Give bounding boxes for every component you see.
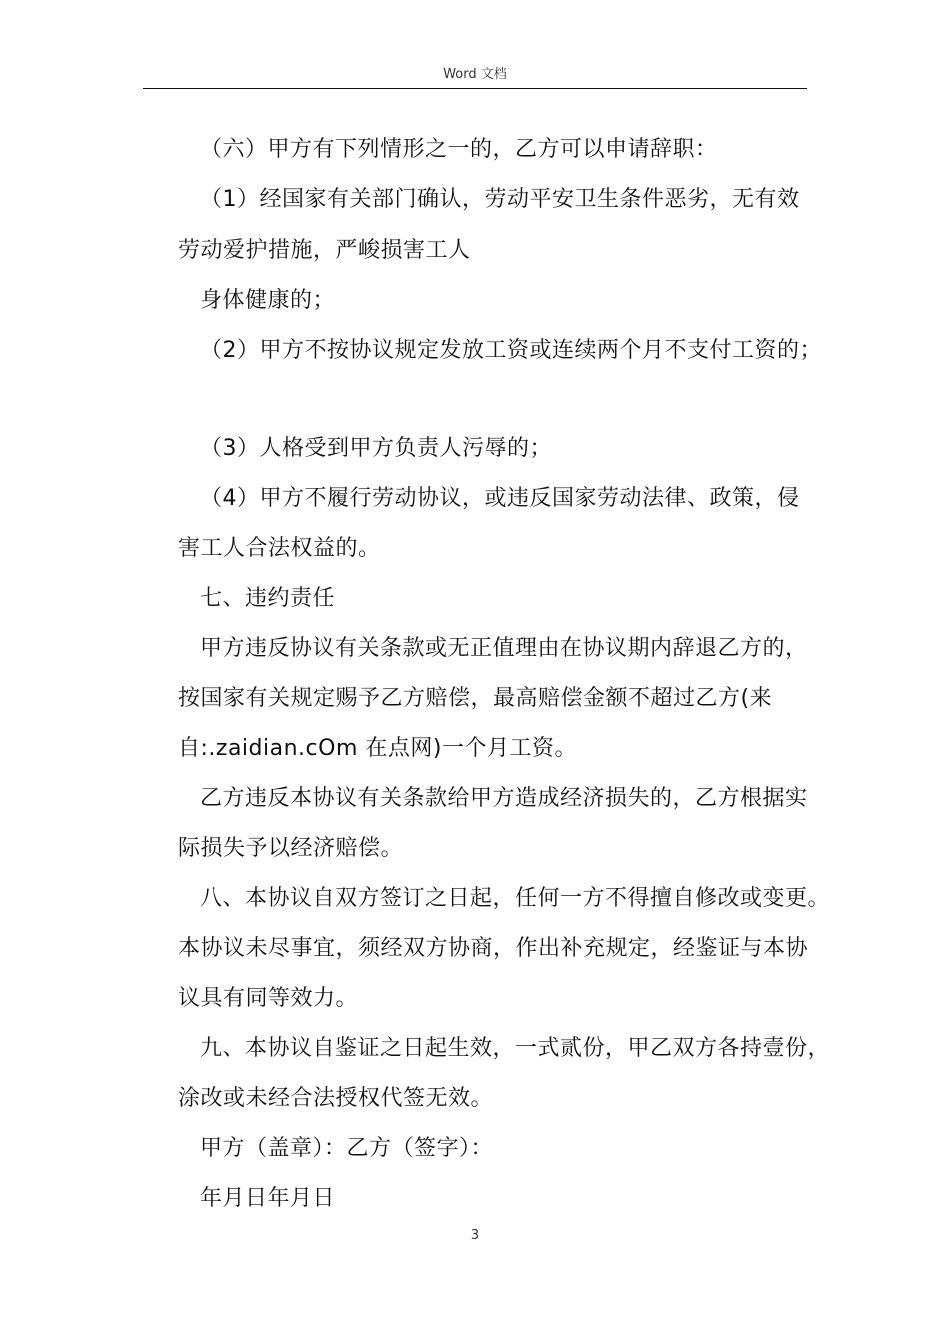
paragraph-line: 际损失予以经济赔偿。 bbox=[178, 836, 404, 861]
paragraph-line: 自:.zaidian.cOm 在点网)一个月工资。 bbox=[178, 736, 577, 761]
date-line: 年月日年月日 bbox=[200, 1186, 336, 1211]
section-heading: 七、违约责任 bbox=[200, 586, 336, 611]
paragraph-line: 身体健康的； bbox=[200, 288, 336, 313]
paragraph-line: 议具有同等效力。 bbox=[178, 986, 359, 1011]
paragraph-line: 甲方违反协议有关条款或无正值理由在协议期内辞退乙方的， bbox=[200, 636, 808, 661]
paragraph-line: 涂改或未经合法授权代签无效。 bbox=[178, 1086, 494, 1111]
paragraph-line: 按国家有关规定赐予乙方赔偿，最高赔偿金额不超过乙方(来 bbox=[178, 686, 773, 711]
paragraph-line: （六）甲方有下列情形之一的，乙方可以申请辞职： bbox=[200, 137, 718, 162]
paragraph-line: 八、本协议自双方签订之日起，任何一方不得擅自修改或变更。 bbox=[200, 886, 831, 911]
paragraph-line: 劳动爱护措施，严峻损害工人 bbox=[178, 238, 471, 263]
paragraph-line: 害工人合法权益的。 bbox=[178, 536, 381, 561]
signature-line: 甲方（盖章）：乙方（签字）： bbox=[200, 1136, 494, 1161]
page-header: Word 文档 bbox=[443, 67, 507, 82]
paragraph-line: （2）甲方不按协议规定发放工资或连续两个月不支付工资的； bbox=[200, 338, 822, 363]
paragraph-line: 九、本协议自鉴证之日起生效，一式贰份，甲乙双方各持壹份， bbox=[200, 1036, 831, 1061]
paragraph-line: （3）人格受到甲方负责人污辱的； bbox=[200, 436, 552, 461]
paragraph-line: 本协议未尽事宜，须经双方协商，作出补充规定，经鉴证与本协 bbox=[178, 936, 809, 961]
paragraph-line: （4）甲方不履行劳动协议，或违反国家劳动法律、政策，侵 bbox=[200, 486, 800, 511]
paragraph-line: 乙方违反本协议有关条款给甲方造成经济损失的，乙方根据实 bbox=[200, 786, 808, 811]
header-divider bbox=[143, 88, 807, 89]
page-number: 3 bbox=[470, 1228, 480, 1243]
paragraph-line: （1）经国家有关部门确认，劳动平安卫生条件恶劣，无有效 bbox=[200, 187, 800, 212]
